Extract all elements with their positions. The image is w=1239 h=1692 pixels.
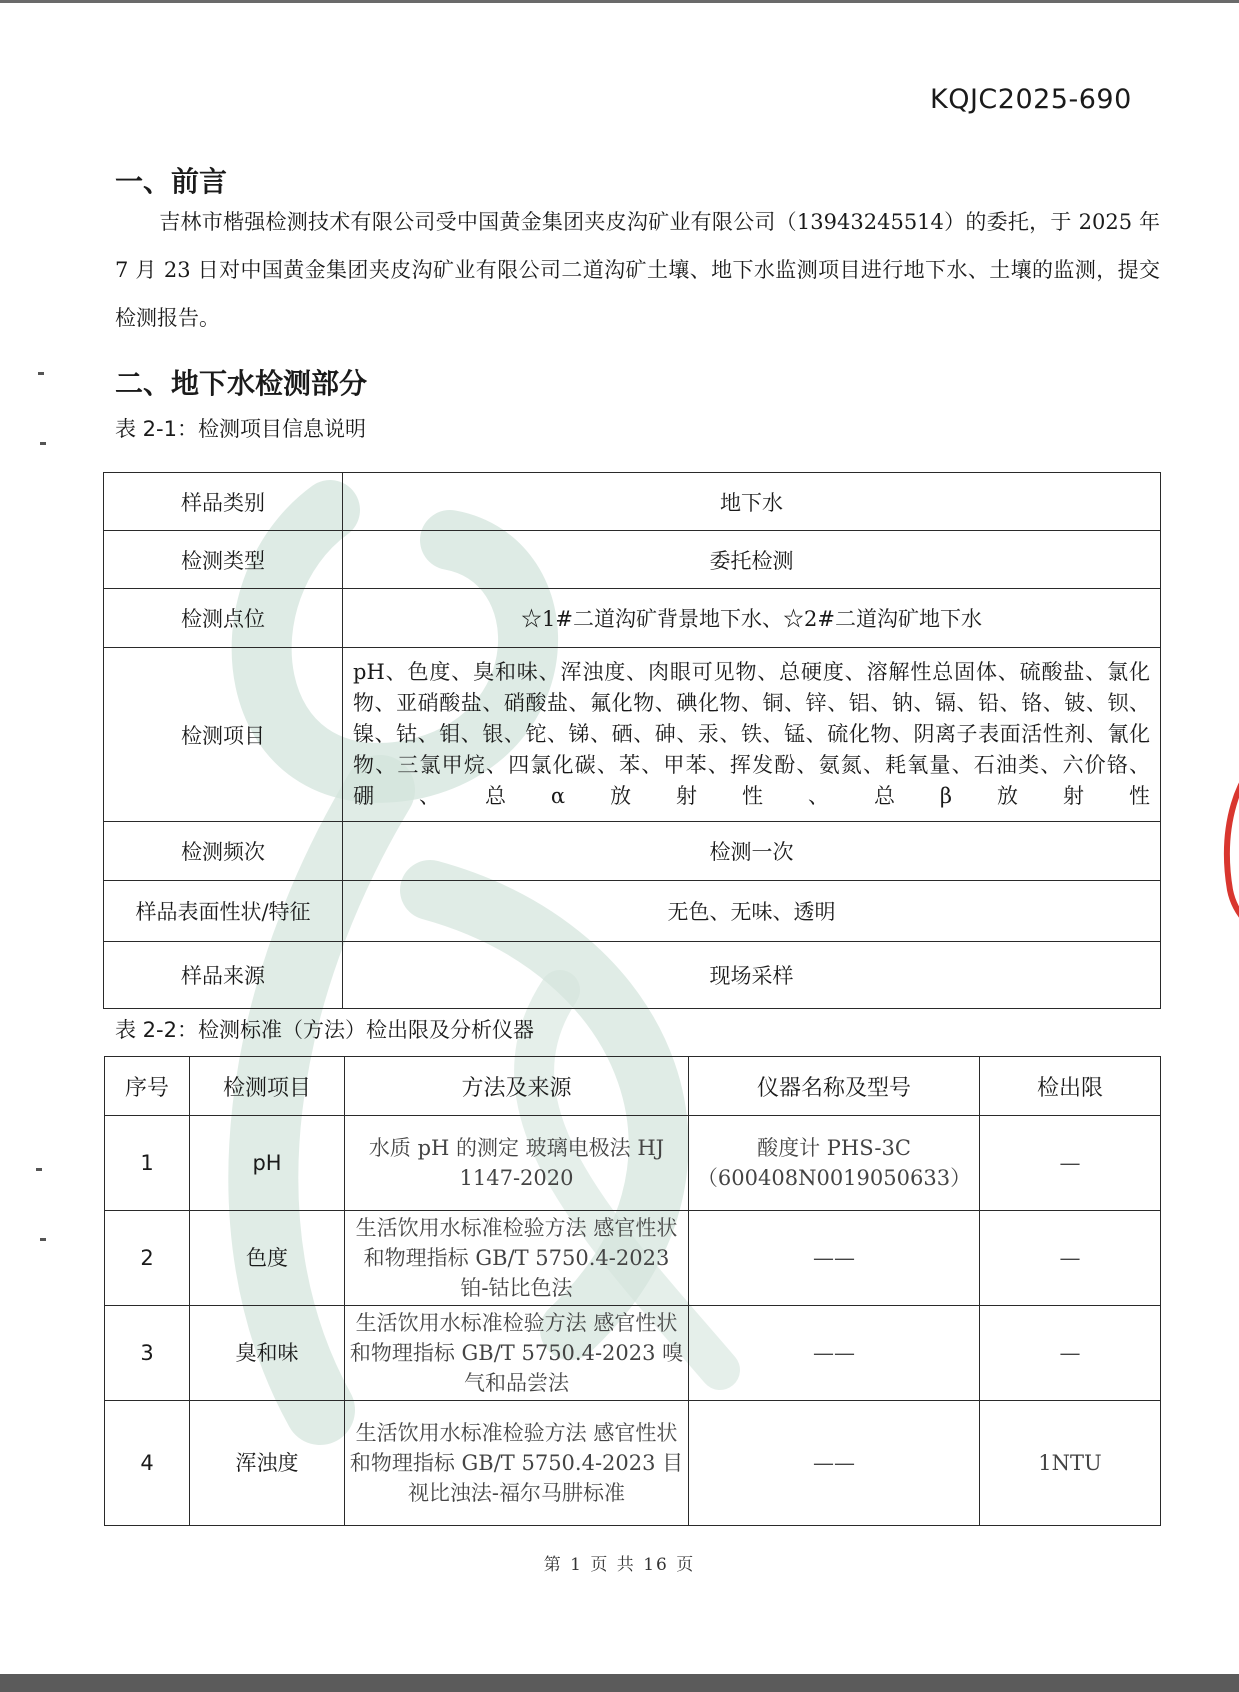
row-value: 委托检测 [343, 531, 1161, 589]
table1-caption: 表 2-1：检测项目信息说明 [115, 417, 366, 441]
row-value: 现场采样 [343, 942, 1161, 1009]
col-header-method: 方法及来源 [345, 1057, 689, 1116]
table-row [105, 1401, 1161, 1526]
row-label: 样品来源 [104, 942, 343, 1009]
scan-mark [38, 372, 44, 375]
row-label: 检测点位 [104, 589, 343, 648]
cell-instrument: —— [689, 1401, 980, 1526]
table-row [104, 822, 1161, 881]
scan-mark [36, 1168, 42, 1171]
table-row [105, 1306, 1161, 1401]
table-row [104, 942, 1161, 1009]
row-label: 检测类型 [104, 531, 343, 589]
col-header-limit: 检出限 [980, 1057, 1161, 1116]
col-header-no: 序号 [105, 1057, 190, 1116]
row-label: 样品表面性状/特征 [104, 881, 343, 942]
cell-method: 生活饮用水标准检验方法 感官性状和物理指标 GB/T 5750.4-2023 铂-钴比色法 [345, 1211, 689, 1306]
sample-info-table [103, 472, 1161, 1009]
col-header-item: 检测项目 [190, 1057, 345, 1116]
table-row [104, 648, 1161, 822]
cell-instrument: 酸度计 PHS-3C （600408N0019050633） [689, 1116, 980, 1211]
page-footer: 第 1 页 共 16 页 [543, 1555, 696, 1575]
table-row [104, 473, 1161, 531]
cell-no: 2 [105, 1211, 190, 1306]
cell-item: 色度 [190, 1211, 345, 1306]
row-label: 检测项目 [104, 648, 343, 822]
method-table [104, 1056, 1161, 1526]
cell-method: 水质 pH 的测定 玻璃电极法 HJ 1147-2020 [345, 1116, 689, 1211]
intro-text: 吉林市楷强检测技术有限公司受中国黄金集团夹皮沟矿业有限公司（13943245514）的委托，于 2025 年 7 月 23 日对中国黄金集团夹皮沟矿业有限公司二道沟矿土壤、地下水监测项目进行地下水、土壤的监测，提交检测报告。 [115, 210, 1160, 330]
section2-heading: 二、地下水检测部分 [115, 367, 368, 400]
table-row [104, 589, 1161, 648]
col-header-instrument: 仪器名称及型号 [689, 1057, 980, 1116]
row-value: 检测一次 [343, 822, 1161, 881]
table-row [104, 531, 1161, 589]
intro-paragraph [115, 198, 1160, 342]
scan-top-edge [0, 0, 1239, 3]
cell-instrument: —— [689, 1306, 980, 1401]
row-label: 样品类别 [104, 473, 343, 531]
section1-heading: 一、前言 [115, 165, 228, 198]
cell-no: 1 [105, 1116, 190, 1211]
row-label: 检测频次 [104, 822, 343, 881]
scan-mark [40, 442, 46, 445]
cell-no: 4 [105, 1401, 190, 1526]
red-seal-stamp [1215, 740, 1239, 940]
test-items-list: pH、色度、臭和味、浑浊度、肉眼可见物、总硬度、溶解性总固体、硫酸盐、氯化物、亚硝酸盐、硝酸盐、氟化物、碘化物、铜、锌、铝、钠、镉、铅、铬、铍、钡、镍、钴、钼、银、铊、锑、硒、砷、汞、铁、锰、硫化物、阴离子表面活性剂、氰化物、三氯甲烷、四氯化碳、苯、甲苯、挥发酚、氨氮、耗氧量、石油类、六价铬、硼、总α放射性、总β放射性 [343, 648, 1161, 822]
cell-no: 3 [105, 1306, 190, 1401]
row-value: 地下水 [343, 473, 1161, 531]
cell-limit: — [980, 1211, 1161, 1306]
table-row [105, 1116, 1161, 1211]
table2-caption: 表 2-2：检测标准（方法）检出限及分析仪器 [115, 1018, 534, 1042]
table-row [104, 881, 1161, 942]
scan-bottom-edge [0, 1674, 1239, 1692]
row-value: 无色、无味、透明 [343, 881, 1161, 942]
cell-instrument: —— [689, 1211, 980, 1306]
row-value: ☆1#二道沟矿背景地下水、☆2#二道沟矿地下水 [343, 589, 1161, 648]
cell-method: 生活饮用水标准检验方法 感官性状和物理指标 GB/T 5750.4-2023 嗅气和品尝法 [345, 1306, 689, 1401]
cell-item: pH [190, 1116, 345, 1211]
scan-mark [40, 1238, 46, 1241]
cell-method: 生活饮用水标准检验方法 感官性状和物理指标 GB/T 5750.4-2023 目视比浊法-福尔马肼标准 [345, 1401, 689, 1526]
cell-item: 浑浊度 [190, 1401, 345, 1526]
cell-limit: — [980, 1116, 1161, 1211]
table-header-row [105, 1057, 1161, 1116]
table-row [105, 1211, 1161, 1306]
cell-item: 臭和味 [190, 1306, 345, 1401]
cell-limit: — [980, 1306, 1161, 1401]
cell-limit: 1NTU [980, 1401, 1161, 1526]
report-number: KQJC2025-690 [930, 84, 1132, 115]
